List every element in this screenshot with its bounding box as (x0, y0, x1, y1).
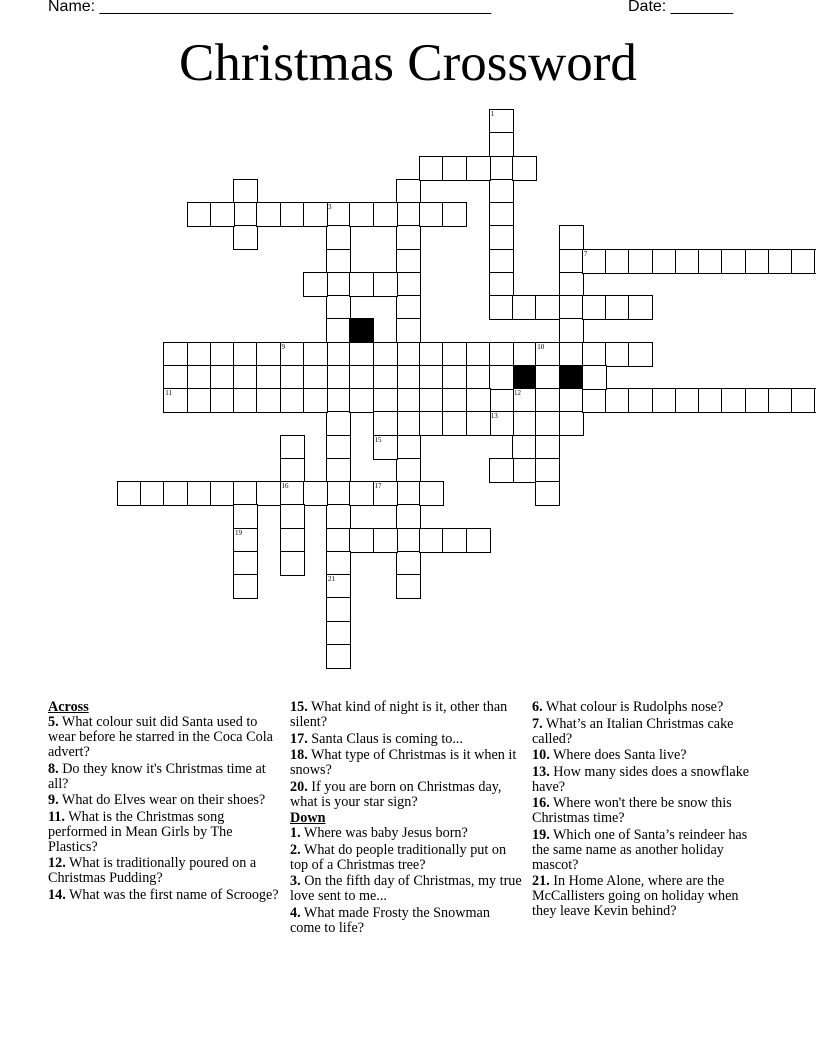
grid-cell[interactable] (396, 411, 421, 436)
clue-number-label: 5. (48, 714, 59, 730)
grid-cell[interactable] (582, 365, 607, 390)
grid-cell[interactable] (745, 388, 770, 413)
grid-cell[interactable] (280, 202, 305, 227)
grid-cell[interactable] (535, 365, 560, 390)
grid-cell[interactable] (396, 318, 421, 343)
grid-cell[interactable] (489, 249, 514, 274)
grid-cell[interactable] (326, 295, 351, 320)
grid-cell[interactable] (280, 388, 305, 413)
clue-item (48, 715, 280, 760)
clue-number-label: 8. (48, 760, 59, 777)
grid-cell[interactable] (466, 365, 491, 390)
grid-cell[interactable] (559, 225, 584, 250)
clue-item (532, 828, 764, 873)
grid-cell[interactable] (326, 528, 351, 553)
grid-cell[interactable] (256, 388, 281, 413)
clue-number: 13 (490, 412, 498, 421)
grid-cell[interactable] (163, 342, 188, 367)
clue-text: What’s an Italian Christmas cake called? (532, 715, 734, 747)
clue-text: What was the first name of Scrooge? (65, 886, 279, 903)
grid-cell[interactable] (535, 295, 560, 320)
clue-item (48, 793, 280, 808)
clue-item (48, 810, 280, 855)
grid-cell[interactable] (303, 388, 328, 413)
clue-number-label: 11. (48, 808, 65, 825)
grid-cell[interactable] (187, 388, 212, 413)
grid-cell[interactable] (187, 202, 212, 227)
grid-cell[interactable] (373, 411, 398, 436)
grid-cell[interactable] (210, 481, 235, 506)
grid-cell[interactable] (466, 528, 491, 553)
date-field[interactable]: Date: _______ (628, 0, 733, 15)
grid-cell[interactable] (163, 365, 188, 390)
clue-text: What do Elves wear on their shoes? (58, 792, 266, 808)
grid-cell[interactable] (582, 249, 607, 274)
down-clue-list (290, 826, 522, 936)
clues-column-1 (48, 700, 280, 904)
grid-cell[interactable] (791, 249, 816, 274)
clue-text: Where was baby Jesus born? (300, 825, 468, 841)
grid-cell[interactable] (442, 411, 467, 436)
grid-cell[interactable] (512, 435, 537, 460)
down-clue-list-continued (532, 700, 764, 919)
grid-cell[interactable] (652, 388, 677, 413)
grid-cell[interactable] (233, 202, 258, 227)
grid-cell[interactable] (256, 342, 281, 367)
clue-number-label: 18. (290, 747, 308, 763)
grid-cell[interactable] (233, 342, 258, 367)
grid-cell[interactable] (280, 365, 305, 390)
clue-number-label: 10. (532, 747, 550, 763)
grid-cell[interactable] (396, 249, 421, 274)
grid-cell[interactable] (535, 411, 560, 436)
clue-number-label: 14. (48, 886, 66, 903)
clue-item (48, 762, 280, 792)
grid-cell[interactable] (373, 435, 398, 460)
grid-cell[interactable] (512, 458, 537, 483)
grid-cell[interactable] (303, 202, 328, 227)
grid-cell[interactable] (721, 249, 746, 274)
grid-cell[interactable] (303, 342, 328, 367)
grid-cell[interactable] (698, 249, 723, 274)
grid-cell[interactable] (256, 202, 281, 227)
grid-cell[interactable] (326, 435, 351, 460)
clue-item (532, 874, 764, 919)
grid-cell[interactable] (326, 272, 351, 297)
clue-number: 10 (537, 342, 545, 351)
grid-cell[interactable] (349, 388, 374, 413)
grid-cell[interactable] (419, 342, 444, 367)
clue-item (48, 856, 280, 886)
grid-cell[interactable] (326, 551, 351, 576)
grid-cell[interactable] (326, 249, 351, 274)
grid-cell[interactable] (559, 411, 584, 436)
grid-cell[interactable] (396, 435, 421, 460)
grid-cell[interactable] (396, 458, 421, 483)
grid-cell[interactable] (512, 411, 537, 436)
clue-item (532, 700, 764, 715)
grid-cell[interactable] (628, 249, 653, 274)
black-cell (512, 365, 537, 390)
grid-cell[interactable] (256, 365, 281, 390)
clue-number-label: 19. (532, 826, 550, 843)
grid-cell[interactable] (326, 318, 351, 343)
clue-number: 7 (583, 249, 588, 258)
grid-cell[interactable] (326, 202, 351, 227)
clue-number: 1 (490, 110, 495, 118)
grid-cell[interactable] (698, 388, 723, 413)
clue-item (532, 748, 764, 763)
grid-cell[interactable] (419, 528, 444, 553)
across-clue-list-continued (290, 700, 522, 810)
page-title: Christmas Crossword (179, 34, 637, 92)
clues-column-2 (290, 700, 522, 937)
clue-number-label: 15. (290, 699, 308, 715)
grid-cell[interactable] (280, 481, 305, 506)
grid-cell[interactable] (489, 179, 514, 204)
grid-cell[interactable] (396, 272, 421, 297)
clue-text: What is the Christmas song performed in Mean Girls by The Plastics? (48, 808, 233, 855)
clue-text: If you are born on Christmas day, what is your star sign? (290, 778, 502, 810)
clue-number: 16 (281, 482, 289, 490)
grid-cell[interactable] (582, 342, 607, 367)
clue-text: What colour suit did Santa used to wear before he starred in the Coca Cola advert? (48, 714, 273, 760)
grid-cell[interactable] (489, 458, 514, 483)
grid-cell[interactable] (373, 342, 398, 367)
grid-cell[interactable] (349, 528, 374, 553)
grid-cell[interactable] (280, 342, 305, 367)
clue-item (532, 765, 764, 795)
grid-cell[interactable] (163, 388, 188, 413)
grid-cell[interactable] (233, 481, 258, 506)
grid-cell[interactable] (628, 342, 653, 367)
grid-cell[interactable] (489, 411, 514, 436)
clue-text: Do they know it's Christmas time at all? (48, 760, 266, 792)
grid-cell[interactable] (442, 202, 467, 227)
grid-cell[interactable] (466, 156, 491, 181)
clue-text: Santa Claus is coming to... (307, 730, 464, 747)
grid-cell[interactable] (187, 481, 212, 506)
clue-number-label: 4. (290, 904, 301, 921)
grid-cell[interactable] (535, 342, 560, 367)
black-cell (349, 318, 374, 343)
clue-text: On the fifth day of Christmas, my true love sent to me... (290, 873, 522, 904)
grid-cell[interactable] (489, 132, 514, 157)
grid-cell[interactable] (326, 504, 351, 529)
grid-cell[interactable] (466, 342, 491, 367)
clue-item (290, 780, 522, 810)
clue-number-label: 21. (532, 873, 550, 889)
clue-text: Where won't there be snow this Christmas time? (532, 795, 732, 826)
clues-column-3 (532, 700, 764, 921)
clue-text: What is traditionally poured on a Christmas Pudding? (48, 855, 257, 886)
grid-cell[interactable] (326, 411, 351, 436)
grid-cell[interactable] (559, 249, 584, 274)
clue-number: 15 (374, 435, 382, 444)
grid-cell[interactable] (396, 528, 421, 553)
clue-number-label: 2. (290, 841, 301, 858)
grid-cell[interactable] (349, 202, 374, 227)
clue-number: 19 (235, 528, 242, 537)
grid-cell[interactable] (419, 411, 444, 436)
grid-cell[interactable] (373, 528, 398, 553)
clue-number-label: 13. (532, 763, 550, 780)
grid-cell[interactable] (349, 342, 374, 367)
clue-text: What do people traditionally put on top of a Christmas tree? (290, 841, 507, 873)
grid-cell[interactable] (791, 388, 816, 413)
grid-cell[interactable] (466, 411, 491, 436)
grid-cell[interactable] (326, 644, 351, 669)
clue-number-label: 7. (532, 715, 543, 732)
grid-cell[interactable] (373, 388, 398, 413)
grid-cell[interactable] (605, 342, 630, 367)
clue-item (290, 700, 522, 730)
grid-cell[interactable] (326, 225, 351, 250)
grid-cell[interactable] (628, 295, 653, 320)
grid-cell[interactable] (396, 202, 421, 227)
grid-cell[interactable] (187, 365, 212, 390)
clue-item (290, 732, 522, 747)
clue-item (532, 796, 764, 826)
grid-cell[interactable] (419, 481, 444, 506)
grid-cell[interactable] (326, 342, 351, 367)
grid-cell[interactable] (233, 574, 258, 599)
grid-cell[interactable] (442, 528, 467, 553)
grid-cell[interactable] (582, 295, 607, 320)
grid-cell[interactable] (489, 365, 514, 390)
black-cell (559, 365, 584, 390)
grid-cell[interactable] (512, 388, 537, 413)
grid-cell[interactable] (419, 156, 444, 181)
clue-number-label: 20. (290, 778, 308, 795)
grid-cell[interactable] (396, 179, 421, 204)
grid-cell[interactable] (489, 272, 514, 297)
grid-cell[interactable] (768, 249, 793, 274)
grid-cell[interactable] (489, 295, 514, 320)
down-heading: Down (290, 810, 326, 826)
grid-cell[interactable] (326, 597, 351, 622)
grid-cell[interactable] (280, 435, 305, 460)
grid-cell[interactable] (489, 202, 514, 227)
grid-cell[interactable] (768, 388, 793, 413)
grid-cell[interactable] (489, 156, 514, 181)
grid-cell[interactable] (233, 365, 258, 390)
grid-cell[interactable] (535, 388, 560, 413)
clue-item (290, 843, 522, 873)
grid-cell[interactable] (396, 295, 421, 320)
grid-cell[interactable] (489, 225, 514, 250)
grid-cell[interactable] (419, 388, 444, 413)
grid-cell[interactable] (396, 551, 421, 576)
clue-text: What colour is Rudolphs nose? (542, 699, 724, 715)
grid-cell[interactable] (396, 574, 421, 599)
grid-cell[interactable] (280, 458, 305, 483)
grid-cell[interactable] (559, 388, 584, 413)
clue-number-label: 17. (290, 730, 308, 747)
grid-cell[interactable] (303, 365, 328, 390)
clue-item (290, 874, 522, 904)
grid-cell[interactable] (256, 481, 281, 506)
grid-cell[interactable] (349, 365, 374, 390)
clue-item (48, 888, 280, 903)
grid-cell[interactable] (442, 388, 467, 413)
grid-cell[interactable] (721, 388, 746, 413)
grid-cell[interactable] (280, 504, 305, 529)
grid-cell[interactable] (326, 574, 351, 599)
grid-cell[interactable] (489, 342, 514, 367)
clue-item (290, 906, 522, 936)
grid-cell[interactable] (675, 249, 700, 274)
grid-cell[interactable] (280, 551, 305, 576)
grid-cell[interactable] (210, 388, 235, 413)
grid-cell[interactable] (303, 272, 328, 297)
grid-cell[interactable] (396, 481, 421, 506)
grid-cell[interactable] (419, 365, 444, 390)
clue-number: 11 (165, 389, 172, 397)
clue-number: 17 (374, 482, 382, 490)
grid-cell[interactable] (210, 365, 235, 390)
grid-cell[interactable] (582, 388, 607, 413)
grid-cell[interactable] (535, 481, 560, 506)
grid-cell[interactable] (442, 156, 467, 181)
clue-number-label: 6. (532, 699, 543, 715)
grid-cell[interactable] (326, 481, 351, 506)
clue-text: Where does Santa live? (549, 747, 687, 763)
grid-cell[interactable] (233, 388, 258, 413)
grid-cell[interactable] (466, 388, 491, 413)
grid-cell[interactable] (512, 156, 537, 181)
grid-cell[interactable] (419, 202, 444, 227)
grid-cell[interactable] (373, 272, 398, 297)
grid-cell[interactable] (396, 342, 421, 367)
grid-cell[interactable] (163, 481, 188, 506)
grid-cell[interactable] (303, 481, 328, 506)
clue-number: 12 (514, 389, 521, 397)
grid-cell[interactable] (210, 202, 235, 227)
clue-number: 21 (328, 575, 335, 583)
grid-cell[interactable] (535, 458, 560, 483)
grid-cell[interactable] (233, 551, 258, 576)
grid-cell[interactable] (210, 342, 235, 367)
grid-cell[interactable] (675, 388, 700, 413)
grid-cell[interactable] (233, 528, 258, 553)
grid-cell[interactable] (559, 272, 584, 297)
clue-text: Which one of Santa’s reindeer has the same name as another holiday mascot? (532, 826, 748, 873)
grid-cell[interactable] (280, 528, 305, 553)
grid-cell[interactable] (187, 342, 212, 367)
grid-cell[interactable] (326, 458, 351, 483)
grid-cell[interactable] (373, 365, 398, 390)
clue-number-label: 3. (290, 873, 301, 889)
grid-cell[interactable] (442, 365, 467, 390)
clue-number-label: 9. (48, 792, 59, 808)
grid-cell[interactable] (489, 388, 514, 413)
grid-cell[interactable] (396, 388, 421, 413)
grid-cell[interactable] (489, 109, 514, 134)
grid-cell[interactable] (373, 202, 398, 227)
grid-cell[interactable] (326, 621, 351, 646)
grid-cell[interactable] (140, 481, 165, 506)
clue-text: What made Frosty the Snowman come to life? (290, 904, 490, 936)
name-field[interactable]: Name: ____________________________________________ (48, 0, 492, 15)
clue-item (290, 748, 522, 778)
grid-cell[interactable] (326, 388, 351, 413)
clue-item (532, 717, 764, 747)
grid-cell[interactable] (233, 179, 258, 204)
grid-cell[interactable] (605, 249, 630, 274)
grid-cell[interactable] (396, 365, 421, 390)
clue-number: 3 (328, 203, 332, 211)
grid-cell[interactable] (745, 249, 770, 274)
grid-cell[interactable] (559, 295, 584, 320)
grid-cell[interactable] (373, 481, 398, 506)
grid-cell[interactable] (442, 342, 467, 367)
grid-cell[interactable] (512, 295, 537, 320)
grid-cell[interactable] (605, 295, 630, 320)
clue-text: How many sides does a snowflake have? (532, 763, 750, 795)
grid-cell[interactable] (652, 249, 677, 274)
clue-number-label: 12. (48, 855, 66, 871)
grid-cell[interactable] (233, 504, 258, 529)
grid-cell[interactable] (349, 272, 374, 297)
clue-number: 9 (281, 342, 285, 351)
grid-cell[interactable] (628, 388, 653, 413)
clue-number-label: 16. (532, 795, 550, 811)
grid-cell[interactable] (396, 504, 421, 529)
clue-item (290, 826, 522, 841)
clue-number-label: 1. (290, 825, 301, 841)
grid-cell[interactable] (512, 342, 537, 367)
across-heading: Across (48, 699, 89, 715)
grid-cell[interactable] (326, 365, 351, 390)
clue-text: What type of Christmas is it when it snows? (290, 747, 517, 778)
grid-cell[interactable] (396, 225, 421, 250)
across-clue-list (48, 715, 280, 903)
grid-cell[interactable] (535, 435, 560, 460)
grid-cell[interactable] (559, 318, 584, 343)
clue-text: What kind of night is it, other than silent? (290, 699, 508, 730)
clue-text: In Home Alone, where are the McCallisters going on holiday when they leave Kevin behind? (532, 873, 739, 919)
grid-cell[interactable] (559, 342, 584, 367)
grid-cell[interactable] (605, 388, 630, 413)
grid-cell[interactable] (117, 481, 142, 506)
grid-cell[interactable] (233, 225, 258, 250)
grid-cell[interactable] (349, 481, 374, 506)
